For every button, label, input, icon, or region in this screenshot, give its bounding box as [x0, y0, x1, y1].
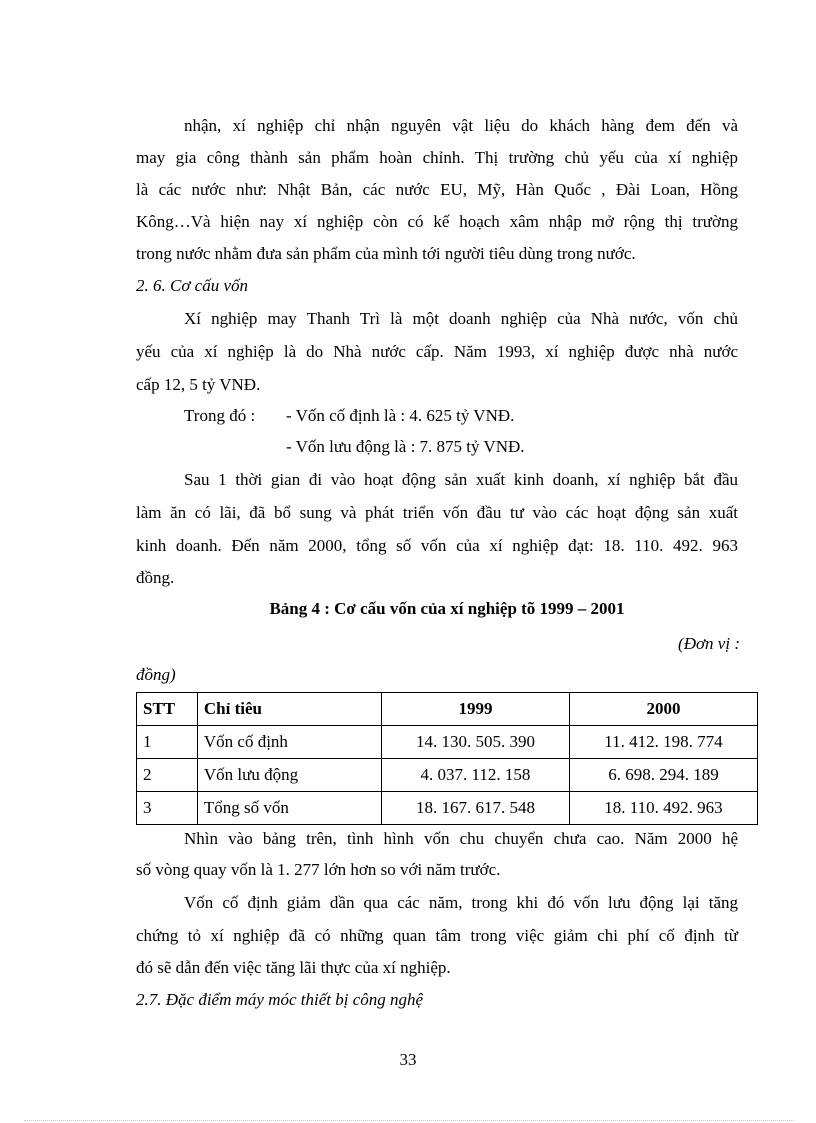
fixed-capital-line: - Vốn cố định là : 4. 625 tỷ VNĐ. [286, 406, 515, 425]
cell-stt: 3 [137, 792, 198, 825]
paragraph-line: Xí nghiệp may Thanh Trì là một doanh nghiệp của Nhà nước, vốn chủ [184, 309, 738, 328]
cell-2000: 6. 698. 294. 189 [569, 759, 757, 792]
section-heading-2-7: 2.7. Đặc điểm máy móc thiết bị công nghệ [136, 990, 424, 1009]
table-row [137, 759, 758, 792]
paragraph-line: Sau 1 thời gian đi vào hoạt động sản xuất kinh doanh, xí nghiệp bắt đầu [184, 470, 738, 489]
cell-1999: 4. 037. 112. 158 [381, 759, 569, 792]
paragraph-line: yếu của xí nghiệp là do Nhà nước cấp. Năm 1993, xí nghiệp được nhà nước [136, 342, 738, 361]
unit-label-continued: đồng) [136, 665, 176, 684]
cell-1999: 18. 167. 617. 548 [381, 792, 569, 825]
paragraph-line: làm ăn có lãi, đã bổ sung và phát triển vốn đầu tư vào các hoạt động sản xuất [136, 503, 738, 522]
table-header-row [137, 693, 758, 726]
page-bottom-divider [24, 1120, 794, 1121]
paragraph-line: trong nước nhằm đưa sản phẩm của mình tới người tiêu dùng trong nước. [136, 244, 636, 263]
paragraph-line: chứng tỏ xí nghiệp đã có những quan tâm trong việc giảm chi phí cố định từ [136, 926, 738, 945]
table-row [137, 792, 758, 825]
header-1999: 1999 [381, 693, 569, 726]
paragraph-line: đồng. [136, 568, 175, 587]
working-capital-line: - Vốn lưu động là : 7. 875 tỷ VNĐ. [286, 437, 525, 456]
cell-indicator: Tổng số vốn [197, 792, 381, 825]
unit-label: (Đơn vị : [678, 634, 740, 653]
section-heading-2-6: 2. 6. Cơ cấu vốn [136, 276, 249, 295]
paragraph-line: kinh doanh. Đến năm 2000, tổng số vốn của xí nghiệp đạt: 18. 110. 492. 963 [136, 536, 738, 555]
trong-do-label: Trong đó : [184, 406, 256, 425]
cell-stt: 1 [137, 726, 198, 759]
paragraph-line: Kông…Và hiện nay xí nghiệp còn có kế hoạch xâm nhập mở rộng thị trường [136, 212, 738, 231]
paragraph-line: số vòng quay vốn là 1. 277 lớn hơn so với năm trước. [136, 860, 501, 879]
paragraph-line: đó sẽ dẫn đến việc tăng lãi thực của xí nghiệp. [136, 958, 451, 977]
paragraph-line: là các nước như: Nhật Bản, các nước EU, Mỹ, Hàn Quốc , Đài Loan, Hồng [136, 180, 738, 199]
paragraph-line: cấp 12, 5 tỷ VNĐ. [136, 375, 261, 394]
table-row [137, 726, 758, 759]
paragraph-line: Vốn cố định giảm dần qua các năm, trong khi đó vốn lưu động lại tăng [184, 893, 738, 912]
table-title: Bảng 4 : Cơ cấu vốn của xí nghiệp tõ 1999 – 2001 [269, 599, 625, 618]
cell-2000: 18. 110. 492. 963 [569, 792, 757, 825]
paragraph-line: may gia công thành sản phẩm hoàn chỉnh. Thị trường chủ yếu của xí nghiệp [136, 148, 738, 167]
cell-1999: 14. 130. 505. 390 [381, 726, 569, 759]
page-number: 33 [399, 1050, 417, 1069]
capital-structure-table [136, 692, 758, 825]
cell-stt: 2 [137, 759, 198, 792]
cell-indicator: Vốn cố định [197, 726, 381, 759]
cell-indicator: Vốn lưu động [197, 759, 381, 792]
header-stt: STT [137, 693, 198, 726]
cell-2000: 11. 412. 198. 774 [569, 726, 757, 759]
header-indicator: Chỉ tiêu [197, 693, 381, 726]
paragraph-line: Nhìn vào bảng trên, tình hình vốn chu chuyển chưa cao. Năm 2000 hệ [184, 829, 738, 848]
header-2000: 2000 [569, 693, 757, 726]
paragraph-line: nhận, xí nghiệp chỉ nhận nguyên vật liệu do khách hàng đem đến và [184, 116, 738, 135]
